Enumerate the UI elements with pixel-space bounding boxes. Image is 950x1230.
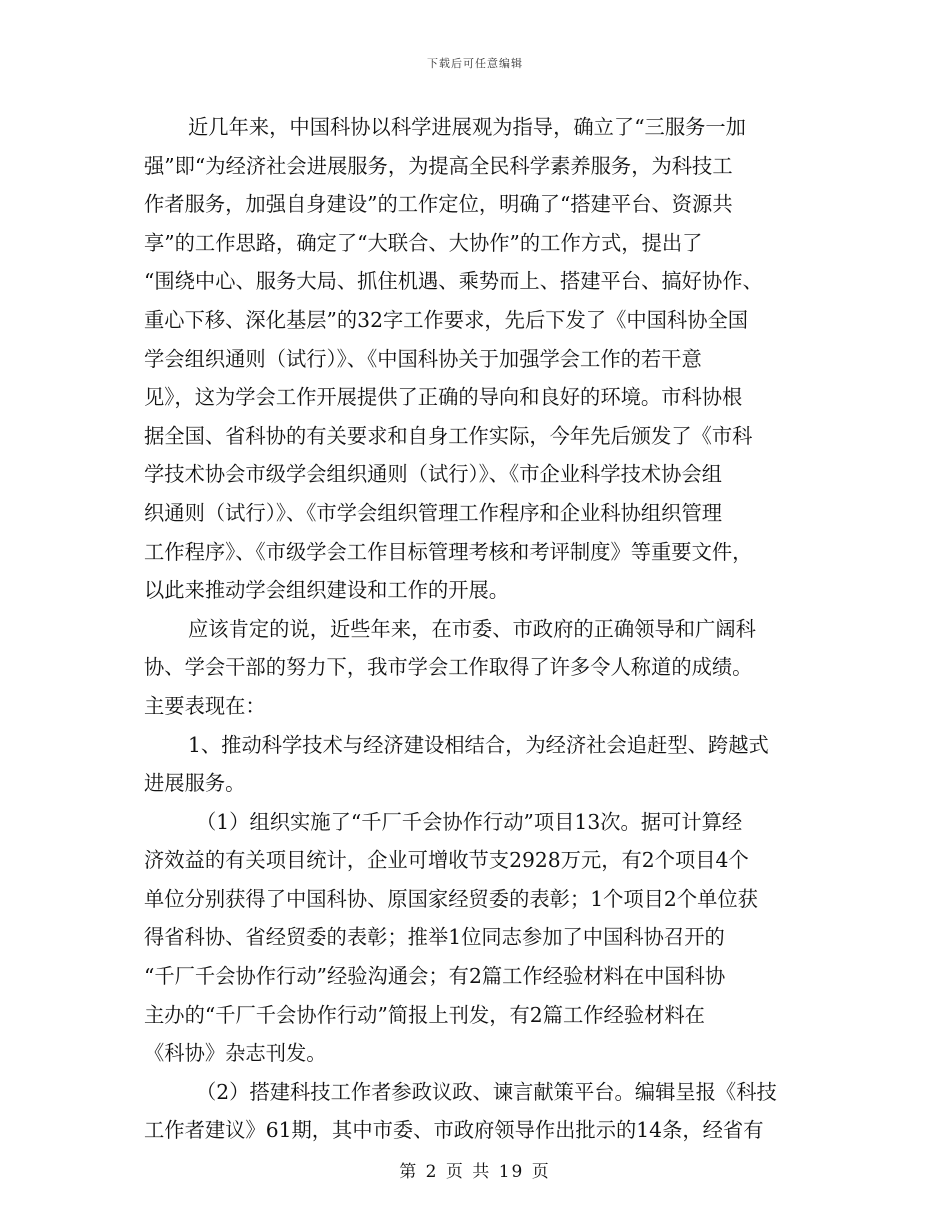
text-line: 作者服务，加强自身建设”的工作定位，明确了“搭建平台、资源共: [144, 192, 733, 217]
page-footer: 第 2 页 共 19 页: [399, 1162, 551, 1182]
page-header: 下载后可任意编辑: [427, 57, 523, 70]
text-line: （1）组织实施了“千厂千会协作行动”项目13次。据可计算经: [196, 809, 743, 834]
text-line: 强”即“为经济社会进展服务，为提高全民科学素养服务，为科技工: [144, 153, 733, 178]
text-line: 见》，这为学会工作开展提供了正确的导向和良好的环境。市科协根: [144, 385, 743, 410]
document-body: [144, 108, 808, 1150]
text-line: 得省科协、省经贸委的表彰；推举1位同志参加了中国科协召开的: [144, 925, 725, 950]
text-line: 享”的工作思路，确定了“大联合、大协作”的工作方式，提出了: [144, 230, 703, 255]
text-line: 据全国、省科协的有关要求和自身工作实际，今年先后颁发了《市科: [144, 423, 753, 448]
text-line: 重心下移、深化基层”的32字工作要求，先后下发了《中国科协全国: [144, 307, 749, 332]
text-line: 进展服务。: [144, 771, 246, 796]
text-line: 单位分别获得了中国科协、原国家经贸委的表彰；1个项目2个单位获: [144, 886, 758, 911]
text-line: 主要表现在：: [144, 693, 266, 718]
text-line: 工作程序》、《市级学会工作目标管理考核和考评制度》等重要文件，: [144, 539, 753, 564]
text-line: “围绕中心、服务大局、抓住机遇、乘势而上、搭建平台、搞好协作、: [144, 269, 763, 294]
text-line: 织通则（试行）》、《市学会组织管理工作程序和企业科协组织管理: [144, 500, 723, 525]
text-line: 学技术协会市级学会组织通则（试行）》、《市企业科学技术协会组: [144, 462, 723, 487]
text-line: 协、学会干部的努力下，我市学会工作取得了许多令人称道的成绩。: [144, 655, 753, 680]
text-line: 1、推动科学技术与经济建设相结合，为经济社会追赶型、跨越式: [188, 732, 769, 757]
text-line: （2）搭建科技工作者参政议政、谏言献策平台。编辑呈报《科技: [196, 1079, 777, 1104]
text-line: 济效益的有关项目统计，企业可增收节支2928万元，有2个项目4个: [144, 848, 749, 873]
text-line: 《科协》杂志刊发。: [144, 1041, 327, 1066]
text-line: 学会组织通则（试行）》、《中国科协关于加强学会工作的若干意: [144, 346, 702, 371]
text-line: “千厂千会协作行动”经验沟通会；有2篇工作经验材料在中国科协: [144, 964, 726, 989]
text-line: 应该肯定的说，近些年来，在市委、市政府的正确领导和广阔科: [188, 616, 756, 641]
text-line: 工作者建议》61期，其中市委、市政府领导作出批示的14条，经省有: [144, 1118, 764, 1143]
text-line: 主办的“千厂千会协作行动”简报上刊发，有2篇工作经验材料在: [144, 1002, 705, 1027]
text-line: 以此来推动学会组织建设和工作的开展。: [144, 578, 510, 603]
text-line: 近几年来，中国科协以科学进展观为指导，确立了“三服务一加: [188, 115, 746, 139]
